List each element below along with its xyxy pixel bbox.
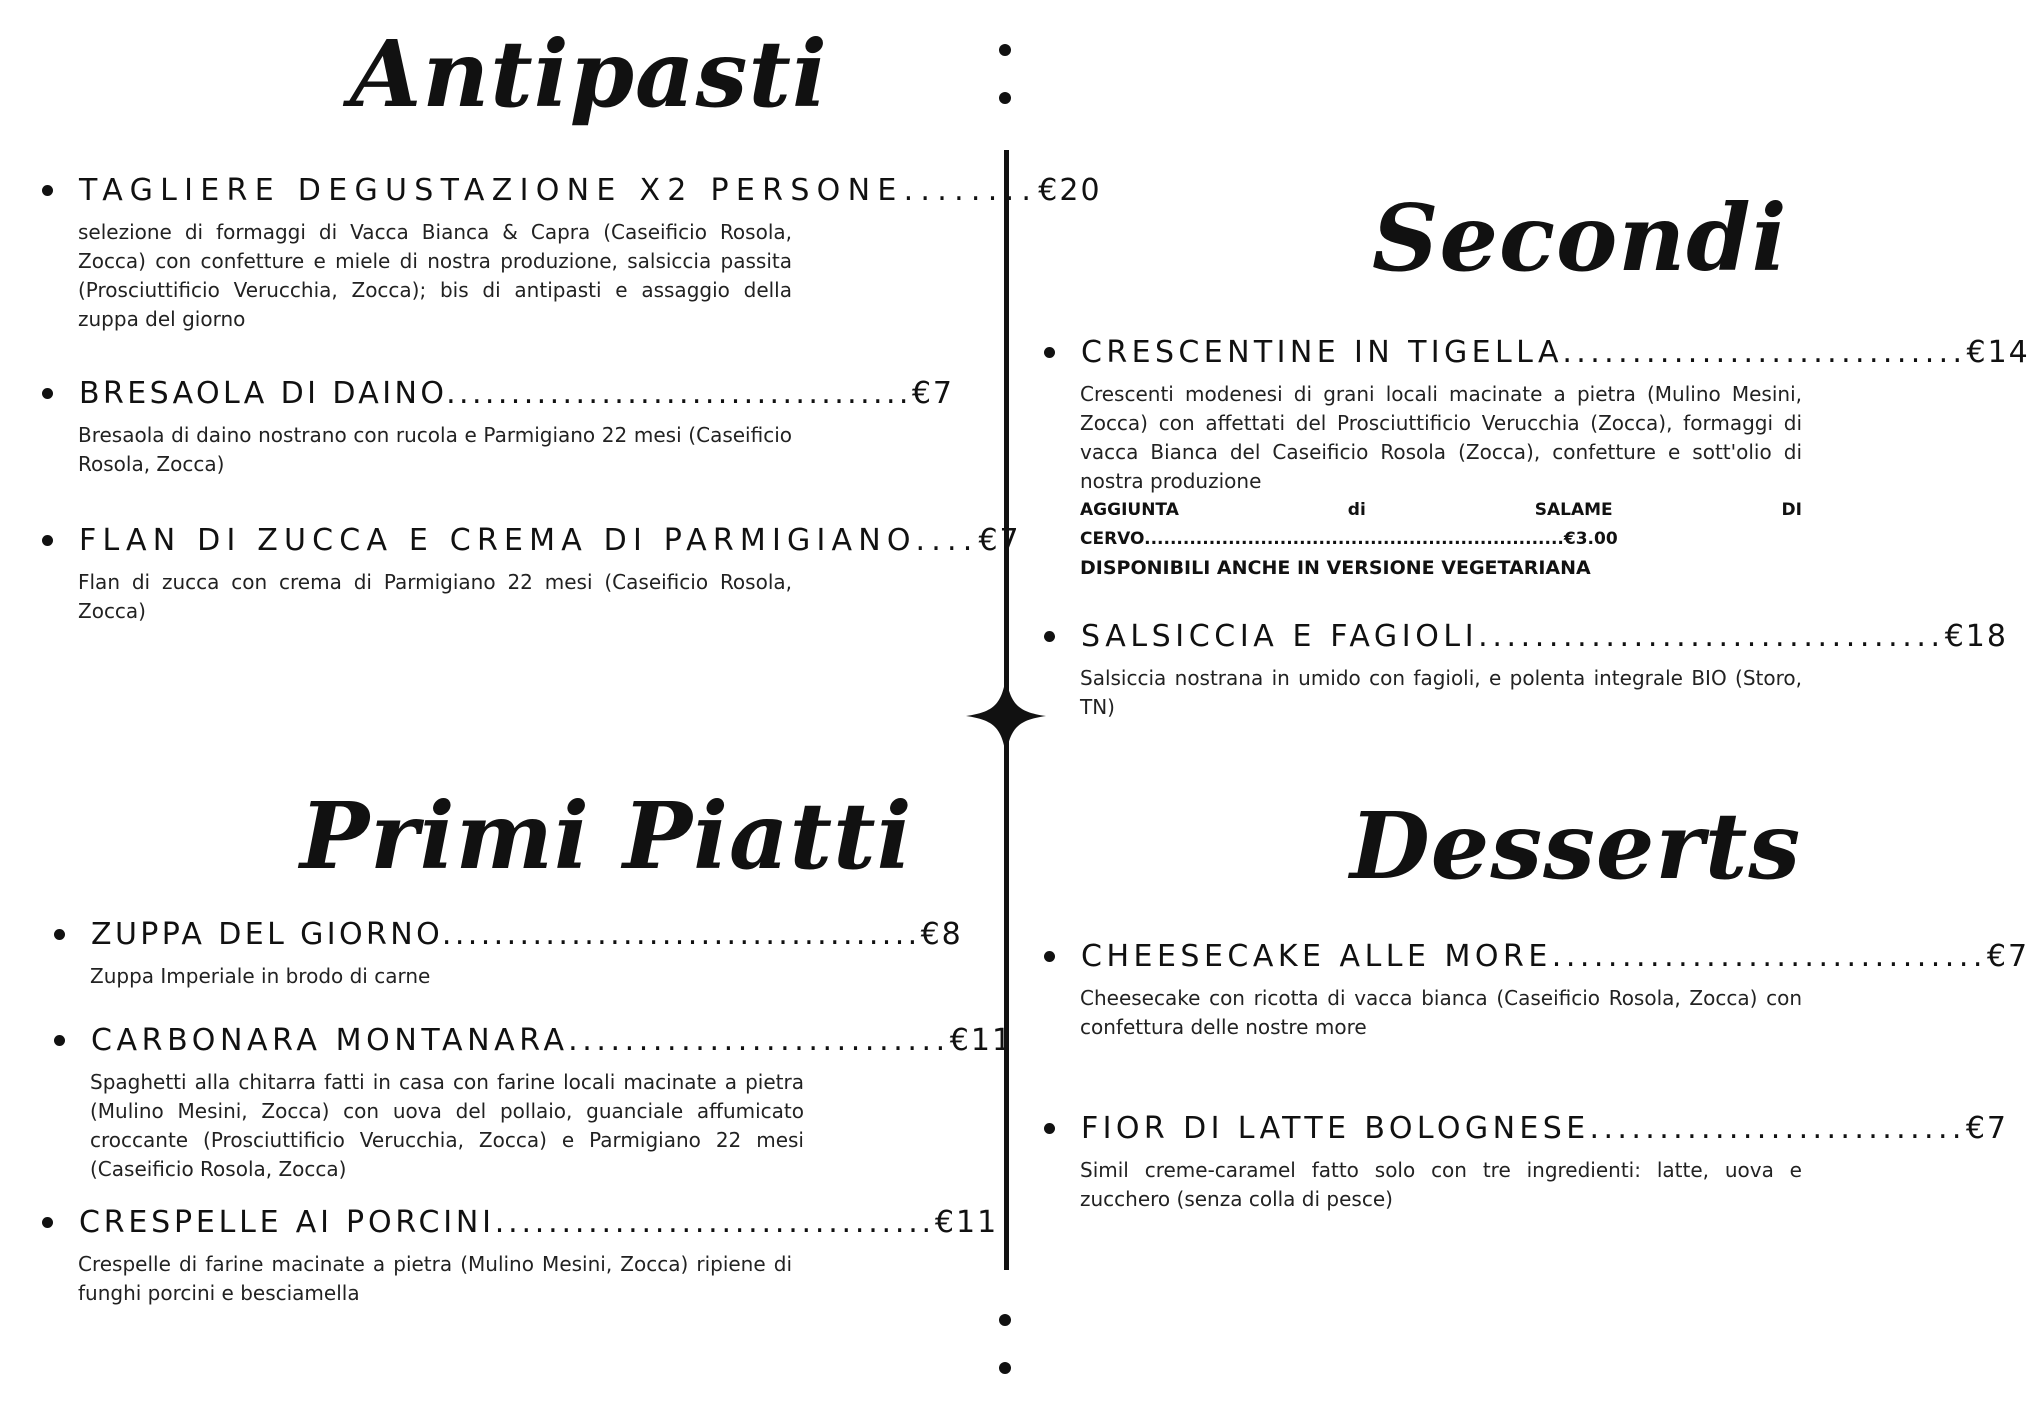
item-name: CHEESECAKE ALLE MORE............................... (1081, 938, 1987, 974)
item-description: Salsiccia nostrana in umido con fagioli, e polenta integrale BIO (Storo, TN) (1080, 666, 1802, 719)
bullet (1044, 347, 1055, 358)
bullet (42, 535, 53, 546)
item-description: Simil creme-caramel fatto solo con tre ingredienti: latte, uova e zucchero (senza colla di pesce) (1080, 1158, 1802, 1211)
item-description (1080, 380, 1802, 583)
menu-item (1044, 936, 2030, 1042)
item-description-text: Crescenti modenesi di grani locali macinate a pietra (Mulino Mesini, Zocca) con affettati del Prosciuttificio Verucchia (Zocca), formaggi di vacca Bianca del Caseificio Rosola (Zocca), confetture e sott'olio di nostra produzione (1080, 382, 1802, 493)
menu-item (54, 914, 994, 991)
item-name: CRESPELLE AI PORCINI................................. (79, 1204, 935, 1240)
item-description: Cheesecake con ricotta di vacca bianca (Caseificio Rosola, Zocca) con confettura delle nostre more (1080, 986, 1802, 1039)
antipasti-title: Antipasti (350, 20, 828, 128)
menu-item (1044, 616, 2008, 722)
item-description: Crespelle di farine macinate a pietra (Mulino Mesini, Zocca) ripiene di funghi porcini e besciamella (78, 1252, 792, 1305)
item-description: Flan di zucca con crema di Parmigiano 22 mesi (Caseificio Rosola, Zocca) (78, 570, 792, 623)
item-price: €8 (920, 916, 963, 952)
item-price: €20 (1038, 172, 1102, 208)
item-price: €7 (911, 375, 955, 411)
item-name: SALSICCIA E FAGIOLI................................. (1081, 618, 1945, 654)
divider-dot (999, 1314, 1011, 1326)
item-price: €7 (1986, 938, 2030, 974)
item-price: €11 (934, 1204, 999, 1240)
menu-item (1044, 332, 2030, 583)
bullet (54, 1035, 65, 1046)
menu-item (42, 170, 1102, 334)
item-price: €7 (1965, 1110, 2009, 1146)
item-name: CRESCENTINE IN TIGELLA............................. (1081, 334, 1967, 370)
menu-item (54, 1020, 1014, 1184)
add-on-note: AGGIUNTA di SALAME DI CERVO.................................................................€3.00 (1080, 500, 1802, 549)
item-description: Spaghetti alla chitarra fatti in casa con farine locali macinate a pietra (Mulino Mesini, Zocca) con uova del pollaio, guanciale affumicato croccante (Prosciuttificio Verucchia, Zocca) e Parmigiano 22 mesi (Caseificio Rosola, Zocca) (90, 1070, 804, 1181)
item-name: FIOR DI LATTE BOLOGNESE........................... (1081, 1110, 1966, 1146)
item-description: Zuppa Imperiale in brodo di carne (90, 964, 431, 988)
item-name: FLAN DI ZUCCA E CREMA DI PARMIGIANO.... (79, 522, 979, 558)
item-price: €11 (949, 1022, 1014, 1058)
item-description: Bresaola di daino nostrano con rucola e Parmigiano 22 mesi (Caseificio Rosola, Zocca) (78, 423, 792, 476)
divider-dot (999, 1362, 1011, 1374)
item-name: CARBONARA MONTANARA........................... (91, 1022, 950, 1058)
bullet (42, 185, 53, 196)
item-price: €18 (1944, 618, 2008, 654)
bullet (1044, 631, 1055, 642)
secondi-title: Secondi (1372, 184, 1788, 292)
bullet (1044, 951, 1055, 962)
bullet (54, 929, 65, 940)
item-name: TAGLIERE DEGUSTAZIONE X2 PERSONE........ (79, 172, 1039, 208)
desserts-title: Desserts (1350, 792, 1802, 900)
menu-item (42, 373, 982, 479)
item-name: BRESAOLA DI DAINO.................................... (79, 375, 912, 411)
item-name: ZUPPA DEL GIORNO..................................... (91, 916, 921, 952)
bullet (1044, 1123, 1055, 1134)
vegetarian-note: DISPONIBILI ANCHE IN VERSIONE VEGETARIANA (1080, 557, 1591, 579)
menu-item (42, 1202, 999, 1308)
bullet (42, 1217, 53, 1228)
menu-item (1044, 1108, 2009, 1214)
menu-item (42, 520, 1021, 626)
item-price: €7 (978, 522, 1021, 558)
divider-dot (999, 92, 1011, 104)
item-description: selezione di formaggi di Vacca Bianca & Capra (Caseificio Rosola, Zocca) con confetture e miele di nostra produzione, salsiccia passita (Prosciuttificio Verucchia, Zocca); bis di antipasti e assaggio della zuppa del giorno (78, 220, 792, 331)
four-point-star-icon (966, 676, 1046, 756)
divider-dot (999, 44, 1011, 56)
bullet (42, 388, 53, 399)
item-price: €14 (1966, 334, 2030, 370)
primi-title: Primi Piatti (300, 782, 913, 890)
